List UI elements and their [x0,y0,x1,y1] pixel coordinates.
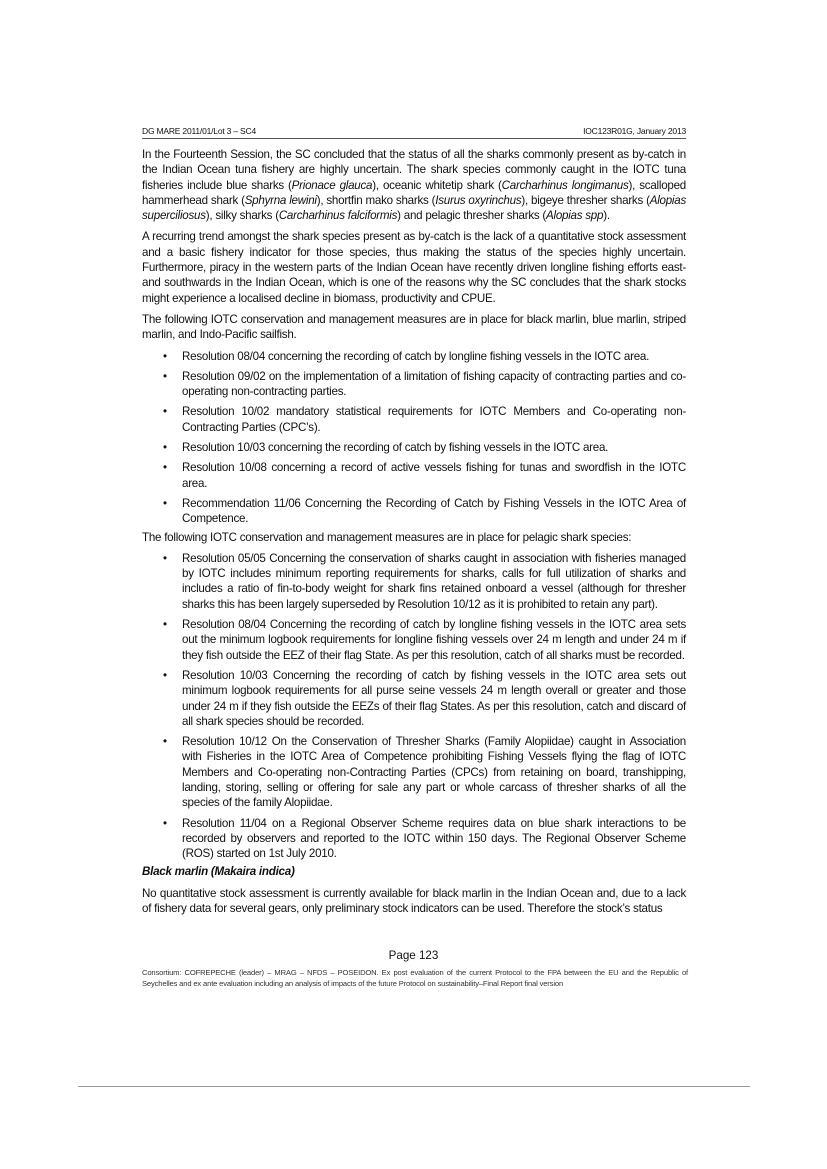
marlin-measures-list [142,349,686,527]
paragraph-marlin-measures-intro: The following IOTC conservation and management measures are in place for black marlin, blue marlin, striped marlin, and Indo-Pacific sailfish. [142,312,686,342]
shark-measures-list [142,551,686,862]
list-item: • Resolution 10/03 concerning the recording of catch by fishing vessels in the IOTC area. [182,440,686,455]
list-item: • Resolution 08/04 Concerning the recording of catch by longline fishing vessels in the IOTC area sets out the minimum logbook requirements for longline fishing vessels over 24 m length and under 24 m if they fish outside the EEZ of their flag State. As per this resolution, catch of all sharks must be recorded. [182,617,686,663]
header-left: DG MARE 2011/01/Lot 3 – SC4 [142,126,256,136]
list-item: • Resolution 09/02 on the implementation of a limitation of fishing capacity of contracting parties and co-operating non-contracting parties. [182,369,686,400]
list-item: • Recommendation 11/06 Concerning the Recording of Catch by Fishing Vessels in the IOTC Area of Competence. [182,496,686,527]
list-item: • Resolution 10/08 concerning a record of active vessels fishing for tunas and swordfish in the IOTC area. [182,460,686,491]
header-rule [142,138,686,139]
list-item: • Resolution 10/03 Concerning the recording of catch by fishing vessels in the IOTC area sets out minimum logbook requirements for all purse seine vessels 24 m length overall or greater and those under 24 m if they fish outside the EEZs of their flag States. As per this resolution, catch and discard of all shark species should be recorded. [182,668,686,729]
header-right: IOC123R01G, January 2013 [583,126,686,136]
list-item: • Resolution 05/05 Concerning the conservation of sharks caught in association with fisheries managed by IOTC includes minimum reporting requirements for sharks, calls for full utilization of sharks and includes a ratio of fin-to-body weight for shark fins retained onboard a vessel (although for thresher sharks this has been largely superseded by Resolution 10/12 as it is prohibited to retain any part). [182,551,686,612]
paragraph-recurring-trend: A recurring trend amongst the shark species present as by-catch is the lack of a quantitative stock assessment and a basic fishery indicator for those species, thus making the status of the species highly uncertain. Furthermore, piracy in the western parts of the Indian Ocean have recently driven longline fishing efforts east- and southwards in the Indian Ocean, which is one of the reasons why the SC concludes that the shark stocks might experience a localised decline in biomass, productivity and CPUE. [142,230,686,305]
paragraph-black-marlin: No quantitative stock assessment is currently available for black marlin in the Indian Ocean and, due to a lack of fishery data for several gears, only preliminary stock indicators can be used. Therefore the stock’s status [142,886,686,916]
paragraph-shark-status: In the Fourteenth Session, the SC concluded that the status of all the sharks commonly present as by-catch in the Indian Ocean tuna fishery are highly uncertain. The shark species commonly caught in the IOTC tuna fisheries include blue sharks (Prionace glauca), oceanic whitetip shark (Carcharhinus longimanus), scalloped hammerhead shark (Sphyrna lewini), shortfin mako sharks (Isurus oxyrinchus), bigeye thresher sharks (Alopias superciliosus), silky sharks (Carcharhinus falciformis) and pelagic thresher sharks (Alopias spp). [142,148,686,223]
section-heading-black-marlin: Black marlin (Makaira indica) [142,865,295,879]
page-number: Page 123 [388,949,439,962]
paragraph-shark-measures-intro: The following IOTC conservation and management measures are in place for pelagic shark species: [142,530,632,544]
list-item: • Resolution 11/04 on a Regional Observer Scheme requires data on blue shark interactions to be recorded by observers and reported to the IOTC within 150 days. The Regional Observer Scheme (ROS) started on 1st July 2010. [182,816,686,862]
list-item: • Resolution 10/12 On the Conservation of Thresher Sharks (Family Alopiidae) caught in Association with Fisheries in the IOTC Area of Competence prohibiting Fishing Vessels flying the flag of IOTC Members and Co-operating non-Contracting Parties (CPCs) from retaining on board, transhipping, landing, storing, selling or offering for sale any part or whole carcass of thresher sharks of all the species of the family Alopiidae. [182,734,686,810]
footer-note: Consortium: COFREPECHE (leader) – MRAG – NFDS – POSEIDON. Ex post evaluation of the current Protocol to the FPA between the EU and the Republic of Seychelles and ex ante evaluation including an analysis of impacts of the future Protocol on sustainability–Final Report final version [142,968,688,988]
bottom-rule [78,1086,750,1087]
page-content [142,147,686,922]
list-item: • Resolution 08/04 concerning the recording of catch by longline fishing vessels in the IOTC area. [182,349,686,364]
list-item: • Resolution 10/02 mandatory statistical requirements for IOTC Members and Co-operating non-Contracting Parties (CPC’s). [182,404,686,435]
